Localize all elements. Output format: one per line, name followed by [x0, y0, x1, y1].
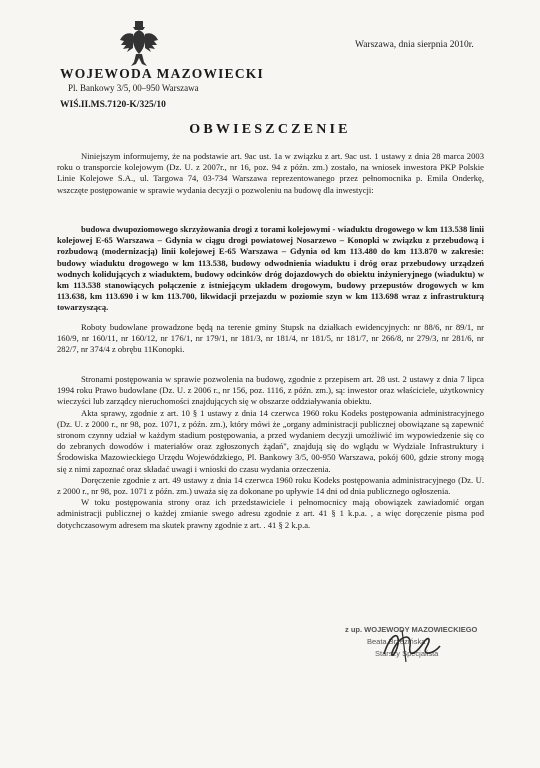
- address-change-paragraph: W toku postępowania strony oraz ich przedstawiciele i pełnomocnicy mają obowiązek zawiadomić organ administracji publicznej o każdej zmianie swego adresu zgodnie z art. 41 § 1 k.p.a. , a więc doręczenie pisma pod dotychczasowym adresem ma skutek prawny zgodnie z art. . 41 § 2 k.p.a.: [57, 497, 484, 530]
- issuer-block: [60, 66, 264, 110]
- legal-paragraphs: [57, 374, 484, 531]
- place-and-date: Warszawa, dnia sierpnia 2010r.: [355, 40, 474, 50]
- handwritten-signature-icon: [376, 624, 446, 666]
- case-reference: WIŚ.II.MS.7120-K/325/10: [60, 100, 166, 110]
- case-files-paragraph: Akta sprawy, zgodnie z art. 10 § 1 ustawy z dnia 14 czerwca 1960 roku Kodeks postępowania administracyjnego (Dz. U. z 2000 r., nr 98, poz. 1071, z późn. zm.), który mówi że „organy administracji publicznej obowiązane są zapewnić stronom czynny udział w każdym stadium postępowania, a przed wydaniem decyzji umożliwić im wypowiedzenie się co do zebranych dowodów i materiałów oraz zgłoszonych żądań", znajdują się do wglądu w Wydziale Infrastruktury i Środowiska Mazowieckiego Urzędu Wojewódzkiego, Pl. Bankowy 3/5, 00-950 Warszawa, pokój 600, gdzie strony mogą się z nimi zapoznać oraz składać uwagi i wnioski do czasu wydania orzeczenia.: [57, 407, 484, 474]
- eagle-emblem-icon: [118, 20, 160, 68]
- works-location: [57, 322, 484, 356]
- investment-text: budowa dwupoziomowego skrzyżowania drogi z torami kolejowymi - wiaduktu drogowego w km 113.538 linii kolejowej E-65 Warszawa – Gdynia w ciągu drogi powiatowej Nosarzewo – Konopki w związku z przebudową i rozbudową (modernizacją) linii kolejowej E-65 Warszawa – Gdynia od km 113.480 do km 113.870 w zakresie: budowy wiaduktu drogowego w km 113.538, budowy odwodnienia wiaduktu i dróg oraz przebudowy urządzeń wodnych kolidujących z wiaduktem, budowy odcinków dróg dojazdowych do obiektu inżynieryjnego (wiaduktu) w km 113.538 stanowiących połączenie z istniejącym układem drogowym, budowy przepustów drogowych w km 113.638, km 113.690 i w km 113.700, likwidacji przejazdu w poziomie szyn w km 113.698 wraz z infrastrukturą towarzyszącą.: [57, 224, 484, 313]
- works-text: Roboty budowlane prowadzone będą na terenie gminy Stupsk na działkach ewidencyjnych: nr 88/6, nr 89/1, nr 160/9, nr 160/11, nr 160/12, nr 176/1, nr 179/1, nr 181/3, nr 181/4, nr 181/5, nr 181/7, nr 266/8, nr 279/3, nr 281/6, nr 282/7, nr 374/4 z obrębu 11Konopki.: [57, 322, 484, 355]
- document-title: OBWIESZCZENIE: [189, 122, 351, 137]
- issuer-address: Pl. Bankowy 3/5, 00–950 Warszawa: [68, 83, 199, 93]
- stamp-signatory: Beata Brzezińska: [367, 637, 426, 646]
- parties-paragraph: Stronami postępowania w sprawie pozwolenia na budowę, zgodnie z przepisem art. 28 ust. 2 ustawy z dnia 7 lipca 1994 roku Prawo budowlane (Dz. U. z 2006 r., nr 156, poz. 1116, z późn. zm.), są: inwestor oraz właściciele, użytkownicy wieczyści lub zarządcy nieruchomości znajdujących się w obszarze oddziaływania obiektu.: [57, 374, 484, 407]
- issuer-name: WOJEWODA MAZOWIECKI: [60, 66, 264, 81]
- intro-text: Niniejszym informujemy, że na podstawie art. 9ac ust. 1a w związku z art. 9ac ust. 1 ustawy z dnia 28 marca 2003 roku o transporcie kolejowym (Dz. U. z 2007r., nr 16, poz. 94 z późn. zm.) zostało, na wniosek inwestora PKP Polskie Linie Kolejowe S.A., ul. Targowa 74, 03-734 Warszawa reprezentowanego przez pełnomocnika p. Emila Onderkę, wszczęte postępowanie w sprawie wydania decyzji o pozwoleniu na budowę dla inwestycji:: [57, 151, 484, 195]
- investment-description: [57, 224, 484, 314]
- intro-paragraph: [57, 151, 484, 196]
- stamp-position: Starszy Specjalista: [375, 649, 439, 658]
- stamp-authority: z up. WOJEWODY MAZOWIECKIEGO: [345, 625, 478, 634]
- delivery-paragraph: Doręczenie zgodnie z art. 49 ustawy z dnia 14 czerwca 1960 roku Kodeks postępowania administracyjnego (Dz. U. z 2000 r., nr 98, poz. 1071 z późn. zm.) uważa się za dokonane po upływie 14 dni od dnia publicznego ogłoszenia.: [57, 474, 484, 497]
